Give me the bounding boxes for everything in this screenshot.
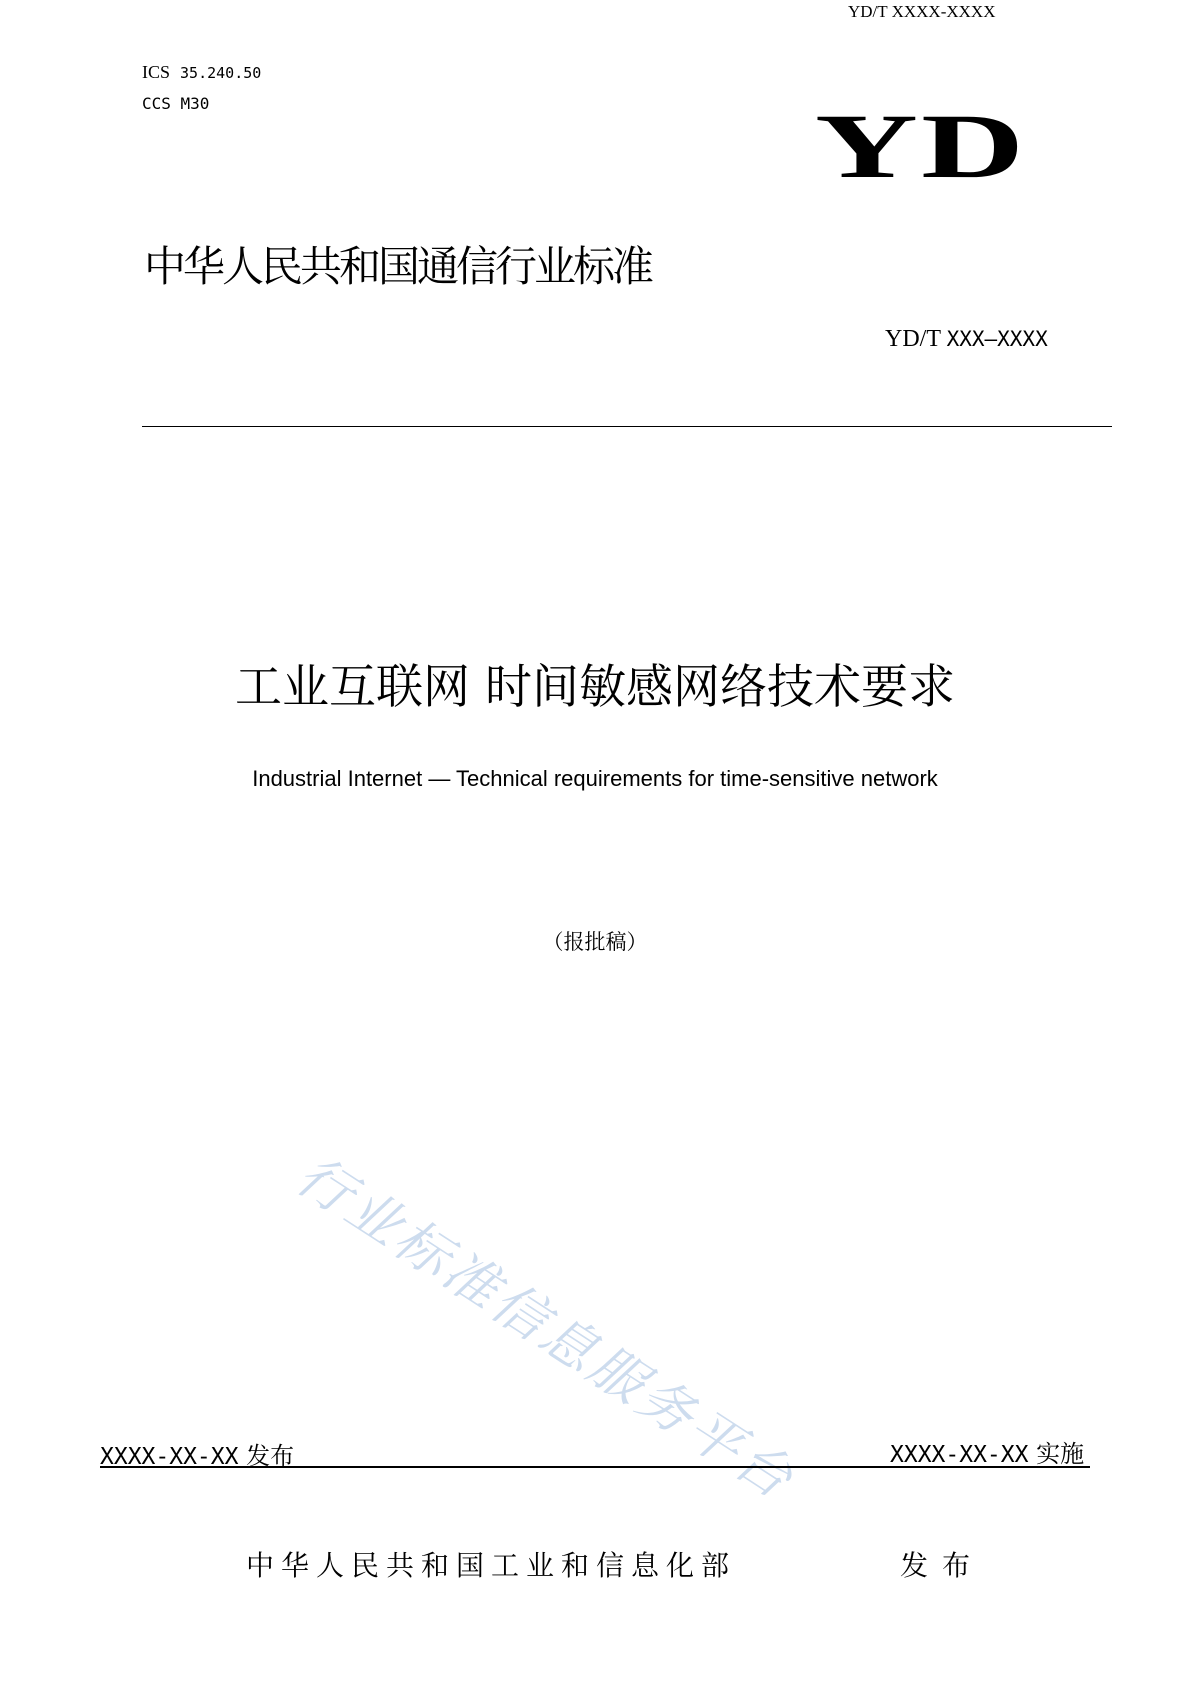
footer-divider — [100, 1466, 1090, 1468]
standard-number — [885, 326, 1048, 353]
document-title-chinese: 工业互联网 时间敏感网络技术要求 — [235, 660, 955, 715]
header-divider — [142, 426, 1112, 427]
ccs-classification: CCS M30 — [142, 94, 210, 113]
issuing-authority: 中华人民共和国工业和信息化部 — [246, 1549, 737, 1582]
top-document-code: YD/T XXXX-XXXX — [848, 2, 996, 21]
implementation-date — [890, 1434, 1084, 1469]
draft-stage-label: （报批稿） — [542, 930, 648, 954]
standard-number-code: XXX—XXXX — [946, 327, 1048, 351]
yd-logo: YD — [815, 95, 1028, 197]
ics-number: 35.240.50 — [180, 64, 262, 82]
watermark: 行业标准信息服务平台 — [285, 1143, 807, 1513]
publish-date-label: 发布 — [246, 1442, 295, 1470]
implementation-date-label: 实施 — [1036, 1440, 1085, 1468]
issue-label: 发布 — [900, 1549, 985, 1582]
publish-date-value: XXXX-XX-XX — [100, 1444, 239, 1470]
standard-number-prefix: YD/T — [885, 326, 941, 352]
ics-label: ICS — [142, 62, 171, 82]
document-title-english: Industrial Internet — Technical requirements for time-sensitive network — [252, 766, 938, 791]
standard-type-heading: 中华人民共和国通信行业标准 — [144, 242, 652, 291]
implementation-date-value: XXXX-XX-XX — [890, 1442, 1029, 1468]
ics-classification — [142, 62, 261, 83]
